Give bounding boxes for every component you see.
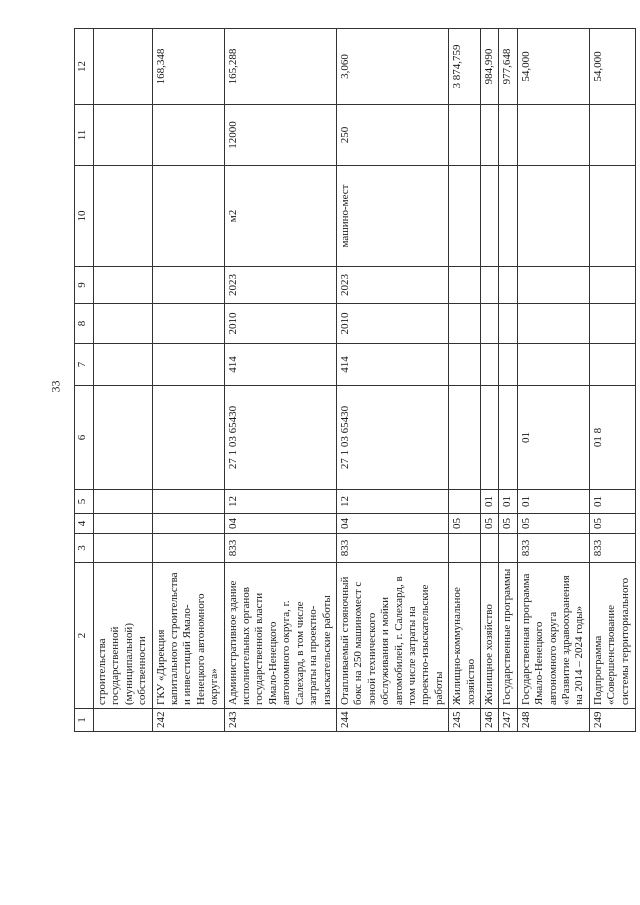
cell-end-year xyxy=(517,267,589,304)
row-number: 242 xyxy=(152,709,224,732)
cell-capacity xyxy=(480,105,498,166)
cell-target-article: 01 xyxy=(517,386,589,490)
cell-section: 05 xyxy=(589,514,635,534)
budget-table xyxy=(74,28,636,732)
row-name: Отапливаемый стояночный бокс на 250 машиномест с зоной технического обслуживания и мойки автомобилей, г. Салехард, в том числе затраты на проектно-изыскательские работы xyxy=(336,563,448,709)
col-header: 5 xyxy=(75,490,94,514)
cell-unit xyxy=(152,166,224,267)
cell-end-year xyxy=(480,267,498,304)
cell-amount: 977,648 xyxy=(499,29,517,105)
col-header: 4 xyxy=(75,514,94,534)
cell-target-article xyxy=(480,386,498,490)
rotated-table-container xyxy=(74,29,631,732)
col-header: 6 xyxy=(75,386,94,490)
table-row xyxy=(94,29,153,732)
row-name: ГКУ «Дирекция капитального строительства и инвестиций Ямало-Ненецкого автономного округа» xyxy=(152,563,224,709)
cell-subsection: 01 xyxy=(499,490,517,514)
table-row xyxy=(589,29,635,732)
cell-section: 05 xyxy=(517,514,589,534)
cell-section: 04 xyxy=(224,514,336,534)
cell-section: 05 xyxy=(480,514,498,534)
cell-capacity xyxy=(449,105,481,166)
row-name: Жилищное хозяйство xyxy=(480,563,498,709)
cell-capacity xyxy=(94,105,153,166)
cell-unit xyxy=(480,166,498,267)
rotation-frame xyxy=(74,29,631,732)
cell-expense-type: 414 xyxy=(224,344,336,386)
col-header: 12 xyxy=(75,29,94,105)
cell-amount xyxy=(94,29,153,105)
cell-end-year xyxy=(152,267,224,304)
cell-target-article: 01 8 xyxy=(589,386,635,490)
cell-start-year xyxy=(94,304,153,344)
cell-amount: 54,000 xyxy=(589,29,635,105)
cell-start-year: 2010 xyxy=(224,304,336,344)
cell-expense-type xyxy=(517,344,589,386)
table-row xyxy=(480,29,498,732)
cell-target-article xyxy=(449,386,481,490)
cell-ministry xyxy=(94,534,153,563)
row-name: строительства государственной (муниципальной) собственности xyxy=(94,563,153,709)
row-number: 248 xyxy=(517,709,589,732)
cell-expense-type xyxy=(152,344,224,386)
cell-capacity xyxy=(499,105,517,166)
cell-unit xyxy=(589,166,635,267)
cell-amount: 168,348 xyxy=(152,29,224,105)
table-row xyxy=(499,29,517,732)
row-number: 243 xyxy=(224,709,336,732)
cell-section: 05 xyxy=(499,514,517,534)
cell-subsection: 01 xyxy=(480,490,498,514)
cell-ministry xyxy=(480,534,498,563)
table-row xyxy=(224,29,336,732)
col-header: 10 xyxy=(75,166,94,267)
cell-end-year xyxy=(589,267,635,304)
cell-expense-type xyxy=(480,344,498,386)
table-row xyxy=(152,29,224,732)
row-number: 244 xyxy=(336,709,448,732)
cell-ministry xyxy=(152,534,224,563)
cell-subsection: 01 xyxy=(589,490,635,514)
cell-unit xyxy=(94,166,153,267)
table-row xyxy=(336,29,448,732)
cell-start-year: 2010 xyxy=(336,304,448,344)
cell-amount: 165,288 xyxy=(224,29,336,105)
cell-target-article xyxy=(94,386,153,490)
table-row xyxy=(449,29,481,732)
col-header: 2 xyxy=(75,563,94,709)
cell-expense-type xyxy=(589,344,635,386)
cell-start-year xyxy=(517,304,589,344)
cell-start-year xyxy=(499,304,517,344)
cell-target-article: 27 1 03 65430 xyxy=(224,386,336,490)
cell-start-year xyxy=(589,304,635,344)
row-number xyxy=(94,709,153,732)
cell-section: 04 xyxy=(336,514,448,534)
cell-ministry: 833 xyxy=(336,534,448,563)
row-name: Государственные программы xyxy=(499,563,517,709)
col-header: 8 xyxy=(75,304,94,344)
cell-start-year xyxy=(449,304,481,344)
header-row xyxy=(75,29,94,732)
cell-unit: машино-мест xyxy=(336,166,448,267)
col-header: 3 xyxy=(75,534,94,563)
table-row xyxy=(517,29,589,732)
col-header: 7 xyxy=(75,344,94,386)
cell-capacity: 12000 xyxy=(224,105,336,166)
cell-subsection: 01 xyxy=(517,490,589,514)
cell-end-year xyxy=(499,267,517,304)
cell-expense-type xyxy=(499,344,517,386)
cell-capacity xyxy=(517,105,589,166)
cell-unit xyxy=(449,166,481,267)
cell-section: 05 xyxy=(449,514,481,534)
row-number: 247 xyxy=(499,709,517,732)
cell-unit xyxy=(499,166,517,267)
cell-section xyxy=(94,514,153,534)
cell-subsection xyxy=(152,490,224,514)
row-name: Государственная программа Ямало-Ненецкого автономного округа «Развитие здравоохранения на 2014 – 2024 годы» xyxy=(517,563,589,709)
cell-ministry: 833 xyxy=(589,534,635,563)
cell-subsection xyxy=(449,490,481,514)
cell-subsection xyxy=(94,490,153,514)
cell-unit: м2 xyxy=(224,166,336,267)
cell-unit xyxy=(517,166,589,267)
cell-ministry: 833 xyxy=(517,534,589,563)
col-header: 11 xyxy=(75,105,94,166)
cell-capacity xyxy=(152,105,224,166)
cell-ministry xyxy=(499,534,517,563)
cell-capacity xyxy=(589,105,635,166)
row-name: Подпрограмма «Совершенствование системы территориального xyxy=(589,563,635,709)
cell-amount: 54,000 xyxy=(517,29,589,105)
col-header: 9 xyxy=(75,267,94,304)
cell-section xyxy=(152,514,224,534)
cell-end-year: 2023 xyxy=(336,267,448,304)
cell-end-year xyxy=(449,267,481,304)
cell-target-article xyxy=(152,386,224,490)
cell-subsection: 12 xyxy=(336,490,448,514)
row-number: 249 xyxy=(589,709,635,732)
cell-expense-type xyxy=(449,344,481,386)
cell-subsection: 12 xyxy=(224,490,336,514)
cell-amount: 3,060 xyxy=(336,29,448,105)
row-name: Административное здание исполнительных органов государственной власти Ямало-Ненецкого автономного округа, г. Салехард, в том числе затраты на проектно-изыскательские работы xyxy=(224,563,336,709)
cell-amount: 984,990 xyxy=(480,29,498,105)
row-number: 245 xyxy=(449,709,481,732)
cell-start-year xyxy=(480,304,498,344)
cell-amount: 3 874,759 xyxy=(449,29,481,105)
cell-end-year xyxy=(94,267,153,304)
cell-expense-type xyxy=(94,344,153,386)
row-number: 246 xyxy=(480,709,498,732)
cell-ministry xyxy=(449,534,481,563)
page-number: 33 xyxy=(48,380,63,393)
cell-target-article xyxy=(499,386,517,490)
row-name: Жилищно-коммунальное хозяйство xyxy=(449,563,481,709)
cell-capacity: 250 xyxy=(336,105,448,166)
col-header: 1 xyxy=(75,709,94,732)
cell-target-article: 27 1 03 65430 xyxy=(336,386,448,490)
scan-background xyxy=(0,768,640,905)
cell-ministry: 833 xyxy=(224,534,336,563)
cell-end-year: 2023 xyxy=(224,267,336,304)
cell-start-year xyxy=(152,304,224,344)
cell-expense-type: 414 xyxy=(336,344,448,386)
